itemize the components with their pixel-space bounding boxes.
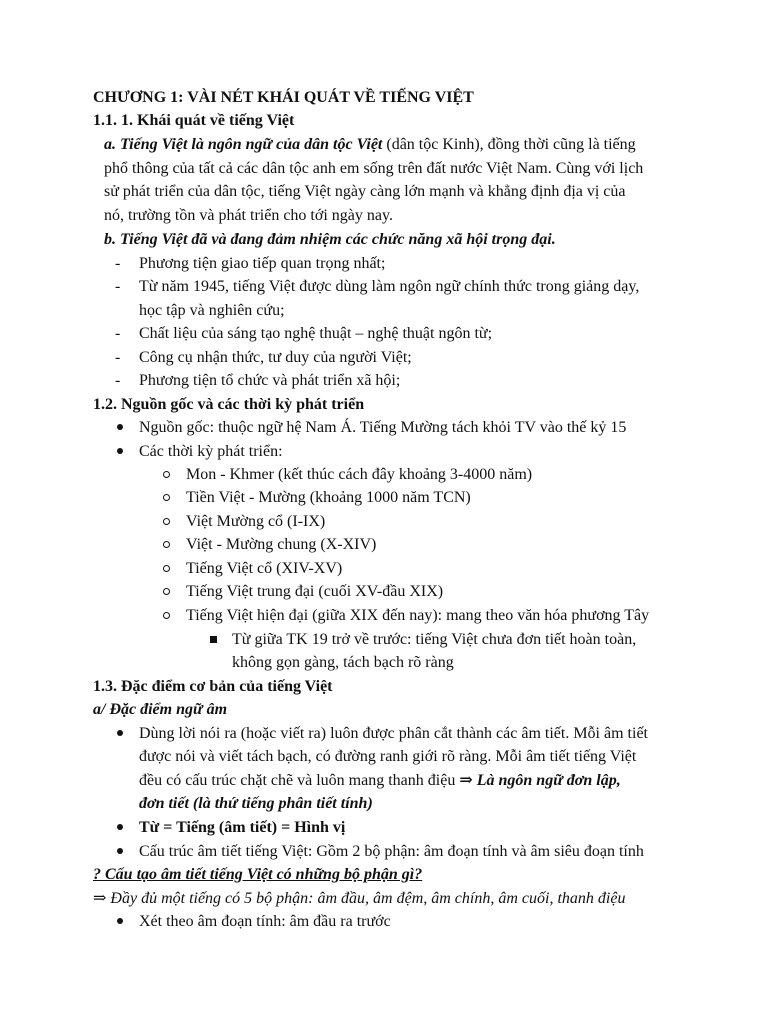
period-item: Việt Mường cổ (I-IX) — [186, 513, 326, 530]
bullet-circle-icon — [163, 518, 170, 525]
bullet-circle-icon — [163, 494, 170, 501]
sub-bullet-line-1: Từ giữa TK 19 trở về trước: tiếng Việt chưa đơn tiết hoàn toàn, — [232, 631, 637, 648]
bullet-disc-icon — [117, 918, 123, 924]
bullet-circle-icon — [163, 612, 170, 619]
paragraph-a-line-2: phổ thông của tất cả các dân tộc anh em sống trên đất nước Việt Nam. Cùng với lịch — [104, 160, 644, 177]
subsection-a-heading: a/ Đặc điểm ngữ âm — [93, 701, 228, 718]
dash-item: Chất liệu của sáng tạo nghệ thuật – nghệ thuật ngôn từ; — [139, 325, 493, 342]
dash-item: Phương tiện tổ chức và phát triển xã hội; — [139, 372, 401, 389]
paragraph-b-heading: b. Tiếng Việt đã và đang đảm nhiệm các chức năng xã hội trọng đại. — [104, 231, 556, 248]
section-1-1-heading: 1.1. 1. Khái quát về tiếng Việt — [93, 112, 295, 129]
chapter-title: CHƯƠNG 1: VÀI NÉT KHÁI QUÁT VỀ TIẾNG VIỆT — [93, 89, 474, 106]
section-1-2-heading: 1.2. Nguồn gốc và các thời kỳ phát triển — [93, 396, 365, 413]
period-item: Tiếng Việt trung đại (cuối XV-đầu XIX) — [186, 583, 444, 600]
bullet-disc-icon — [117, 824, 123, 830]
phonetic-paragraph-line-4: đơn tiết (là thứ tiếng phân tiết tính) — [139, 795, 373, 812]
bullet-disc-icon — [117, 848, 123, 854]
bullet-disc-icon — [117, 424, 123, 430]
dash-marker: - — [115, 372, 121, 389]
period-item: Tiếng Việt cổ (XIV-XV) — [186, 560, 343, 577]
phonetic-paragraph-plain: đều có cấu trúc chặt chẽ và luôn mang thanh điệu — [139, 772, 460, 789]
paragraph-a-rest: (dân tộc Kinh), đồng thời cũng là tiếng — [382, 136, 636, 153]
bullet-disc-icon — [117, 730, 123, 736]
phonetic-paragraph-line-1: Dùng lời nói ra (hoặc viết ra) luôn được phân cắt thành các âm tiết. Mỗi âm tiết — [139, 725, 648, 742]
word-equation: Từ = Tiếng (âm tiết) = Hình vị — [139, 819, 346, 836]
bullet-circle-icon — [163, 588, 170, 595]
answer-line — [93, 889, 625, 909]
dash-marker: - — [115, 255, 121, 272]
dash-item-continuation: học tập và nghiên cứu; — [139, 302, 285, 319]
bullet-circle-icon — [163, 565, 170, 572]
question-line: ? Cấu tạo âm tiết tiếng Việt có những bộ phận gì? — [93, 866, 423, 883]
dash-item: Công cụ nhận thức, tư duy của người Việt; — [139, 349, 412, 366]
bullet-disc-icon — [117, 448, 123, 454]
phonetic-paragraph-line-3 — [139, 771, 621, 791]
dash-marker: - — [115, 325, 121, 342]
paragraph-a-line-3: sử phát triển của dân tộc, tiếng Việt ngày càng lớn mạnh và khẳng định địa vị của — [104, 183, 626, 200]
period-item: Việt - Mường chung (X-XIV) — [186, 536, 377, 553]
syllable-structure: Cấu trúc âm tiết tiếng Việt: Gồm 2 bộ phận: âm đoạn tính và âm siêu đoạn tính — [139, 843, 644, 860]
arrow-icon: ⇒ — [459, 772, 473, 789]
dash-marker: - — [115, 349, 121, 366]
paragraph-a-bold: a. Tiếng Việt là ngôn ngữ của dân tộc Việt — [104, 136, 383, 153]
dash-marker: - — [115, 278, 121, 295]
bullet-circle-icon — [163, 471, 170, 478]
bullet-item: Các thời kỳ phát triển: — [139, 443, 283, 460]
paragraph-a-line-1 — [104, 135, 636, 155]
bullet-square-icon — [210, 636, 217, 643]
sub-bullet-line-2: không gọn gàng, tách bạch rõ ràng — [232, 654, 454, 671]
dash-item: Phương tiện giao tiếp quan trọng nhất; — [139, 255, 386, 272]
phonetic-paragraph-line-2: được nói và viết tách bạch, có đường ranh giới rõ ràng. Mỗi âm tiết tiếng Việt — [139, 748, 637, 765]
section-1-3-heading: 1.3. Đặc điểm cơ bản của tiếng Việt — [93, 678, 333, 695]
answer-text: Đầy đủ một tiếng có 5 bộ phận: âm đầu, âm đệm, âm chính, âm cuối, thanh điệu — [106, 890, 626, 907]
bullet-circle-icon — [163, 541, 170, 548]
period-item: Tiếng Việt hiện đại (giữa XIX đến nay): mang theo văn hóa phương Tây — [186, 607, 650, 624]
period-item: Mon - Khmer (kết thúc cách đây khoảng 3-4000 năm) — [186, 466, 533, 483]
segmental-item: Xét theo âm đoạn tính: âm đầu ra trước — [139, 913, 391, 930]
period-item: Tiền Việt - Mường (khoảng 1000 năm TCN) — [186, 489, 471, 506]
arrow-icon: ⇒ — [93, 890, 107, 907]
phonetic-conclusion: Là ngôn ngữ đơn lập, — [472, 772, 621, 789]
dash-item: Từ năm 1945, tiếng Việt được dùng làm ngôn ngữ chính thức trong giảng dạy, — [139, 278, 640, 295]
bullet-item: Nguồn gốc: thuộc ngữ hệ Nam Á. Tiếng Mường tách khỏi TV vào thế kỷ 15 — [139, 419, 627, 436]
paragraph-a-line-4: nó, trường tồn và phát triển cho tới ngày nay. — [104, 207, 393, 224]
